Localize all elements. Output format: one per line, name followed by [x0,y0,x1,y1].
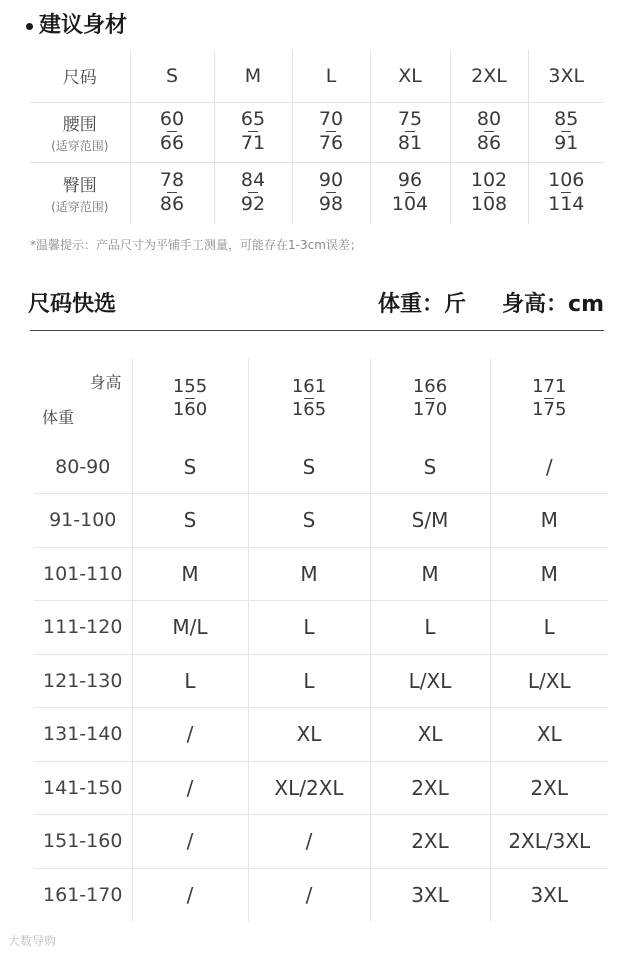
weight-unit-label: 体重：斤 [378,292,467,317]
waist-range-cell [214,102,292,162]
size-cell: XL [370,50,450,102]
size-cell: 3XL [528,50,604,102]
table-row [34,815,608,869]
range-max: 66 [159,132,185,154]
quick-size-table [34,358,608,922]
range-min: 60 [159,108,185,130]
size-recommendation-cell: 2XL [370,761,490,815]
hip-range-cell [370,162,450,224]
range-max: 104 [391,193,429,216]
size-recommendation-cell: L [370,601,490,655]
size-recommendation-cell: S [248,494,370,548]
range-max: 114 [548,193,585,216]
range-max: 81 [397,132,423,154]
range-max: 98 [318,193,344,216]
size-recommendation-cell: 2XL/3XL [490,815,608,869]
waist-range-cell [370,102,450,162]
table-row [34,761,608,815]
size-recommendation-cell: M/L [132,601,248,655]
measurement-note: *温馨提示：产品尺寸为平铺手工测量，可能存在1-3cm误差； [30,238,362,252]
section-title-suggested-figure [26,8,127,39]
height-range-cell [248,358,370,440]
waist-range-cell [450,102,528,162]
corner-cell [34,358,132,440]
range-min: 84 [240,169,266,192]
size-recommendation-cell: L [132,654,248,708]
range-min: 85 [554,108,579,130]
range-max: 175 [532,399,567,420]
range-max: 92 [240,193,266,216]
range-max: 165 [291,399,327,420]
divider [30,330,604,331]
table-row [34,547,608,601]
quick-select-title: 尺码快选 [28,292,117,317]
waist-label-cell [30,102,130,162]
range-min: 155 [172,376,208,397]
size-recommendation-cell: S [370,440,490,494]
height-range-cell [132,358,248,440]
table-row [34,868,608,922]
units-label [342,287,604,318]
table-row-waist [30,102,604,162]
body-measurement-table [30,50,604,224]
range-max: 86 [476,132,502,154]
size-recommendation-cell: / [132,761,248,815]
hip-range-cell [214,162,292,224]
range-max: 160 [172,399,208,420]
range-min: 90 [318,169,344,192]
waist-range-cell [528,102,604,162]
weight-range-cell: 101-110 [34,547,132,601]
waist-range-cell [130,102,214,162]
waist-range-cell [292,102,370,162]
waist-sub-label: (适穿范围) [51,139,109,153]
size-recommendation-cell: L/XL [370,654,490,708]
weight-range-cell: 161-170 [34,868,132,922]
size-recommendation-cell: M [132,547,248,601]
size-recommendation-cell: M [370,547,490,601]
size-cell: S [130,50,214,102]
range-max: 91 [554,132,579,154]
table-row-heights [34,358,608,440]
range-max: 170 [412,399,448,420]
height-unit-label: 身高：cm [502,292,604,317]
size-recommendation-cell: 2XL [370,815,490,869]
table-row-sizes [30,50,604,102]
size-recommendation-cell: L [248,601,370,655]
table-row [34,654,608,708]
size-recommendation-cell: XL/2XL [248,761,370,815]
range-min: 171 [532,376,567,397]
size-recommendation-cell: L [248,654,370,708]
range-min: 70 [318,108,344,130]
table-row [34,708,608,762]
size-recommendation-cell: S [248,440,370,494]
weight-range-cell: 121-130 [34,654,132,708]
size-header-label: 尺码 [30,50,130,102]
size-recommendation-cell: XL [370,708,490,762]
section-title-text: 建议身材 [39,13,128,38]
range-min: 161 [291,376,327,397]
hip-sub-label: (适穿范围) [51,200,109,215]
size-cell: L [292,50,370,102]
size-recommendation-cell: L [490,601,608,655]
table-row [34,440,608,494]
size-recommendation-cell: S/M [370,494,490,548]
size-recommendation-cell: S [132,440,248,494]
weight-range-cell: 80-90 [34,440,132,494]
hip-range-cell [292,162,370,224]
range-max: 86 [159,193,185,216]
weight-range-cell: 131-140 [34,708,132,762]
hip-label: 臀围 [62,176,97,197]
table-row [34,494,608,548]
table-row-hip [30,162,604,224]
range-min: 106 [548,169,585,192]
size-recommendation-cell: 3XL [370,868,490,922]
hip-range-cell [130,162,214,224]
size-recommendation-cell: XL [248,708,370,762]
size-recommendation-cell: M [248,547,370,601]
weight-range-cell: 151-160 [34,815,132,869]
weight-range-cell: 141-150 [34,761,132,815]
range-min: 80 [476,108,502,130]
bullet-dot-icon [26,23,33,30]
range-max: 108 [470,193,508,216]
table-row [34,601,608,655]
waist-label: 腰围 [62,115,97,135]
size-cell: 2XL [450,50,528,102]
height-range-cell [490,358,608,440]
size-recommendation-cell: L/XL [490,654,608,708]
size-recommendation-cell: XL [490,708,608,762]
range-min: 166 [412,376,448,397]
range-max: 71 [240,132,266,154]
corner-weight-label: 体重 [42,408,75,427]
range-min: 96 [397,169,423,192]
watermark: 大数导购 [8,934,57,948]
range-min: 102 [470,169,508,192]
size-recommendation-cell: / [132,708,248,762]
size-cell: M [214,50,292,102]
hip-label-cell [30,162,130,224]
range-min: 78 [159,169,185,192]
size-recommendation-cell: S [132,494,248,548]
hip-range-cell [450,162,528,224]
size-recommendation-cell: 2XL [490,761,608,815]
corner-height-label: 身高 [89,373,122,392]
hip-range-cell [528,162,604,224]
size-recommendation-cell: M [490,547,608,601]
weight-range-cell: 111-120 [34,601,132,655]
range-min: 65 [240,108,266,130]
size-recommendation-cell: / [490,440,608,494]
size-recommendation-cell: / [248,868,370,922]
range-max: 76 [318,132,344,154]
size-recommendation-cell: / [248,815,370,869]
range-min: 75 [397,108,423,130]
weight-range-cell: 91-100 [34,494,132,548]
size-recommendation-cell: / [132,815,248,869]
size-recommendation-cell: M [490,494,608,548]
size-recommendation-cell: / [132,868,248,922]
size-recommendation-cell: 3XL [530,883,569,907]
height-range-cell [370,358,490,440]
